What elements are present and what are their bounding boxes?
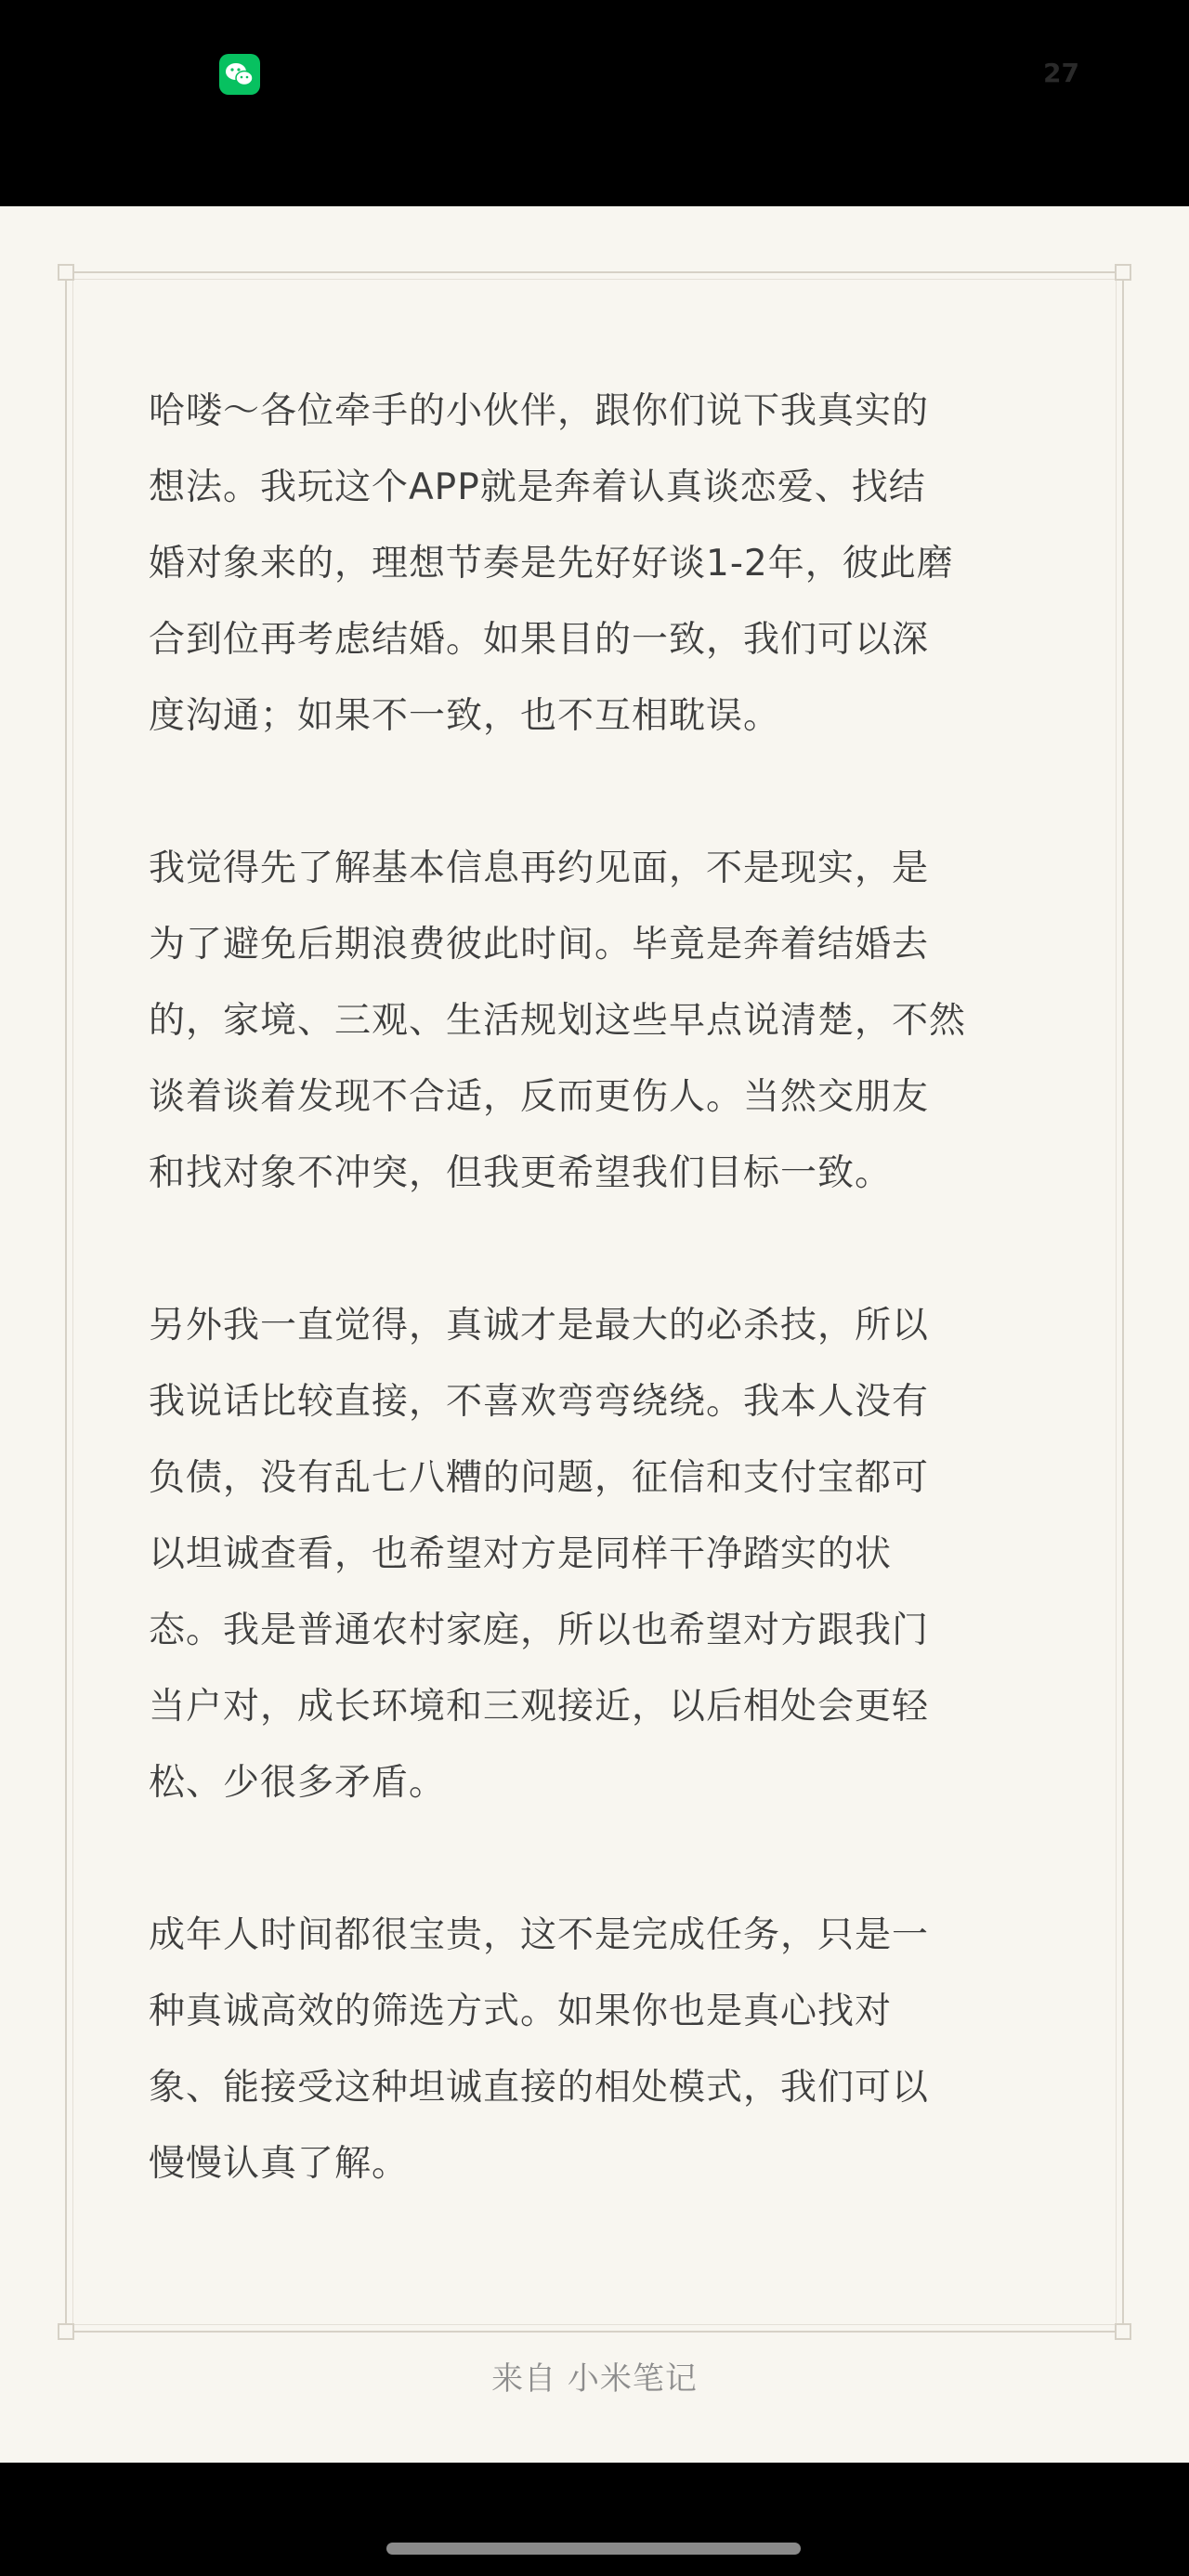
- status-bar: [0, 0, 1189, 206]
- source-label: 来自 小米笔记: [491, 2360, 698, 2398]
- note-paragraph: 哈喽～各位牵手的小伙伴，跟你们说下我真实的 想法。我玩这个APP就是奔着认真谈恋爱、找结 婚对象来的，理想节奏是先好好谈1-2年，彼此磨 合到位再考虑结婚。如果目的一致，我们可以深 度沟通；如果不一致，也不互相耽误。: [149, 390, 954, 737]
- note-body: [149, 374, 1068, 2279]
- note-paragraph: 成年人时间都很宝贵，这不是完成任务，只是一 种真诚高效的筛选方式。如果你也是真心找对 象、能接受这种坦诚直接的相处模式，我们可以 慢慢认真了解。: [149, 1914, 930, 2185]
- battery-level: 27: [1043, 58, 1079, 88]
- note-paragraph: 我觉得先了解基本信息再约见面，不是现实，是 为了避免后期浪费彼此时间。毕竟是奔着结婚去 的，家境、三观、生活规划这些早点说清楚，不然 谈着谈着发现不合适，反而更伤人。当然交朋友 和找对象不冲突，但我更希望我们目标一致。: [149, 848, 967, 1194]
- wechat-icon: [219, 54, 260, 95]
- frame-corner: [1115, 264, 1131, 281]
- frame-corner: [1115, 2323, 1131, 2340]
- home-indicator[interactable]: [386, 2543, 801, 2555]
- frame-corner: [58, 264, 74, 281]
- note-page: [0, 206, 1189, 2463]
- note-paragraph: 另外我一直觉得，真诚才是最大的必杀技，所以 我说话比较直接，不喜欢弯弯绕绕。我本人没有 负债，没有乱七八糟的问题，征信和支付宝都可 以坦诚查看，也希望对方是同样干净踏实的状 态。我是普通农村家庭，所以也希望对方跟我门 当户对，成长环境和三观接近，以后相处会更轻 松、少很多矛盾。: [149, 1305, 930, 1804]
- frame-corner: [58, 2323, 74, 2340]
